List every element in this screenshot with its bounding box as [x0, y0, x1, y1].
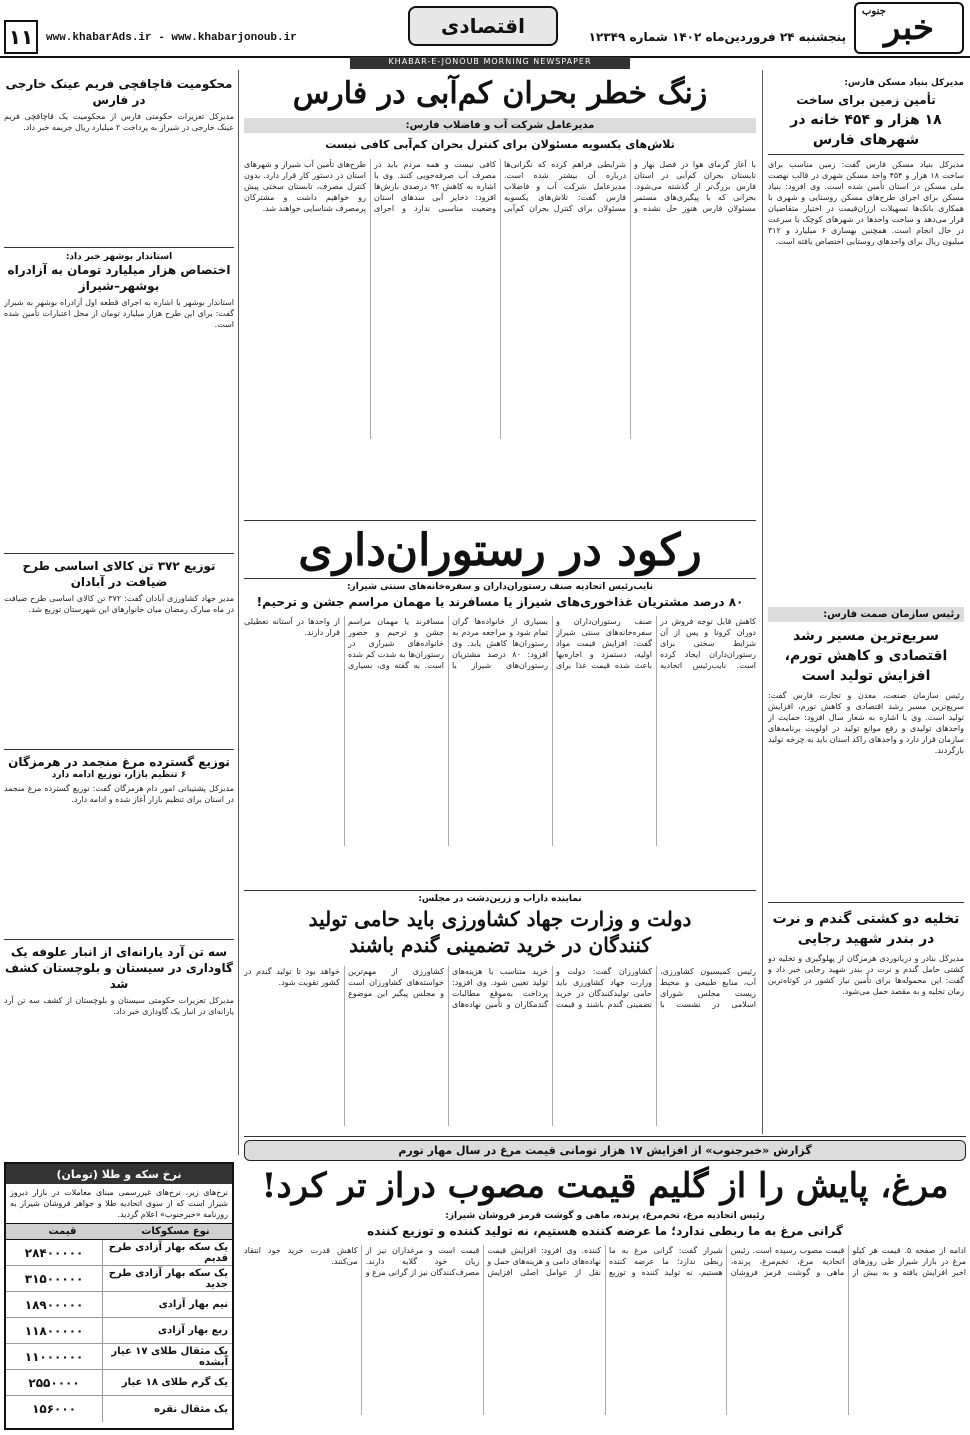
coin-name: یک سکه بهار آزادی طرح قدیم [108, 1241, 228, 1264]
column-header-type: نوع مسکوکات [141, 1226, 210, 1237]
masthead [0, 0, 970, 58]
coin-price: ۱۸۹۰۰۰۰۰ [6, 1292, 103, 1317]
kicker: مدیرکل بنیاد مسکن فارس: [844, 78, 964, 88]
coin-price: ۱۵۶۰۰۰ [6, 1396, 103, 1422]
article-body: مدیرکل تعزیرات حکومتی سیستان و بلوچستان از کشف سه تن آرد یارانه‌ای در انبار یک گاوداری خبر داد. [4, 996, 234, 1016]
website-urls[interactable]: www.khabarAds.ir - www.khabarjonoub.ir [46, 32, 297, 44]
headline[interactable]: محکومیت قاچاقچی فریم عینک خارجی در فارس [5, 77, 233, 107]
kicker: رئیس اتحادیه مرغ، تخم‌مرغ، پرنده، ماهی و گوشت قرمز فروشان شیراز: [445, 1211, 765, 1221]
price-table-header [6, 1223, 232, 1240]
headline[interactable]: رکود در رستوران‌داری [298, 525, 702, 576]
table-row [6, 1396, 232, 1422]
restaurant-story [244, 524, 756, 874]
headline[interactable]: سه تن آرد یارانه‌ای از انبار علوفه یک گاوداری در سیستان و بلوچستان کشف شد [4, 939, 234, 992]
article-body: مدیرکل تعزیرات حکومتی فارس از محکومیت یک قاچاقچی فریم عینک خارجی در شیراز به پرداخت ۲ میلیارد ریال جریمه خبر داد. [4, 112, 234, 132]
subhead: تلاش‌های یکسویه مسئولان برای کنترل بحران کم‌آبی کافی نیست [325, 138, 675, 151]
table-row [6, 1370, 232, 1396]
coin-price: ۱۱۸۰۰۰۰۰ [6, 1318, 103, 1343]
subhead: تأمین زمین برای ساخت [796, 93, 936, 107]
chicken-story [244, 1140, 966, 1432]
kicker: رئیس سازمان صمت فارس: [768, 607, 964, 622]
price-table-title: نرخ سکه و طلا (تومان) [6, 1164, 232, 1184]
article-body: کاهش قابل توجه فروش در دوران کرونا و پس از آن شرایط سختی برای رستوران‌داران ایجاد کرده است. نایب‌رئیس اتحادیه صنف رستوران‌داران و سفره‌خانه‌های سنتی شیراز گفت: افزایش قیمت مواد اولیه، دستمزد و اجاره‌بها باعث شده قیمت غذا برای بسیاری از خانواده‌ها گران تمام شود و مراجعه مردم به رستوران‌ها کاهش یابد. وی افزود: ۸۰ درصد مشتریان رستوران‌های شیراز یا مسافرند یا مهمان مراسم جشن و ترحیم و حضور خانواده‌های شیرازی در رستوران‌ها به شدت کم شده است. به گفته وی، بسیاری از واحدها در آستانه تعطیلی قرار دارند. [244, 617, 756, 670]
coin-name: نیم بهار آزادی [158, 1299, 228, 1310]
headline[interactable]: ۱۸ هزار و ۴۵۴ خانه در شهرهای فارس [768, 110, 964, 155]
article-body: ادامه از صفحه ۵. قیمت هر کیلو مرغ در بازار شیراز طی روزهای اخیر افزایش یافته و به بیش از قیمت مصوب رسیده است. رئیس اتحادیه مرغ، تخم‌مرغ، پرنده، ماهی و گوشت قرمز فروشان شیراز گفت: گرانی مرغ به ما ربطی ندارد؛ ما عرضه کننده هستیم، نه تولید کننده و توزیع کننده. وی افزود: افزایش قیمت نهاده‌های دامی و هزینه‌های حمل و نقل از عوامل اصلی افزایش قیمت است و مرغداران نیز از زیان خود گلایه دارند. مصرف‌کنندگان نیز از گرانی مرغ و کاهش قدرت خرید خود انتقاد می‌کنند. [244, 1246, 966, 1277]
article-body: مدیرکل بنیاد مسکن فارس گفت: زمین مناسب برای ساخت ۱۸ هزار و ۴۵۴ واحد مسکن شهری در قالب نهضت ملی مسکن در استان تأمین شده است. وی افزود: بنیاد مسکن برای اجرای طرح‌های مسکن روستایی و شهری با همکاری بانک‌ها تسهیلات ارزان‌قیمت در اختیار متقاضیان قرار می‌دهد و ساخت واحدها در شهرهای کوچک با سرعت در حال انجام است. همچنین بهسازی ۶ میلیارد و ۳۱۲ میلیون ریال برای واحدهای روستایی اختصاص یافته است. [768, 160, 964, 246]
table-row [6, 1240, 232, 1266]
column-rule [238, 70, 239, 1155]
article-body: مدیر جهاد کشاورزی آبادان گفت: ۳۷۲ تن کالای اساسی طرح ضیافت در ماه مبارک رمضان میان خانوارهای این شهرستان توزیع شد. [4, 594, 234, 614]
article-body: رئیس کمیسیون کشاورزی، آب، منابع طبیعی و محیط زیست مجلس شورای اسلامی در نشست با کشاورزان گفت: دولت و وزارت جهاد کشاورزی باید حامی تولیدکنندگان در خرید تضمینی گندم باشند و قیمت خرید متناسب با هزینه‌های تولید تعیین شود. وی افزود: پرداخت به‌موقع مطالبات گندمکاران و تأمین نهاده‌های کشاورزی از مهم‌ترین خواسته‌های کشاورزان است و مجلس پیگیر این موضوع خواهد بود تا تولید گندم در کشور تقویت شود. [244, 967, 756, 1009]
wheat-story [244, 894, 756, 1134]
coin-price: ۲۸۴۰۰۰۰۰ [6, 1240, 103, 1265]
subhead: گرانی مرغ به ما ربطی ندارد؛ ما عرضه کننده هستیم، نه تولید کننده و توزیع کننده [367, 1224, 843, 1238]
article-body: مدیرکل بنادر و دریانوردی هرمزگان از پهلوگیری و تخلیه دو کشتی حامل گندم و نرت در بندر شهید رجایی خبر داد و گفت: این محموله‌ها برای تأمین نیاز کشور در کوتاه‌ترین زمان تخلیه و به مقصد حمل می‌شود. [768, 954, 964, 996]
logo-text: خبر [883, 8, 935, 48]
headline[interactable]: توزیع ۳۷۲ تن کالای اساسی طرح ضیافت در آبادان [4, 553, 234, 590]
kicker: نماینده داراب و زرین‌دشت در مجلس: [418, 894, 582, 904]
kicker: مدیرعامل شرکت آب و فاضلاب فارس: [244, 118, 756, 133]
column-rule [762, 70, 763, 1134]
subhead: ۶ تنظیم بازار، توزیع ادامه دارد [51, 770, 187, 780]
table-row [6, 1266, 232, 1292]
article-body: رئیس سازمان صنعت، معدن و تجارت فارس گفت: سریع‌ترین مسیر رشد اقتصادی و کاهش تورم، افزایش تولید است. وی با اشاره به شعار سال افزود: حمایت از واحدهای تولیدی و رفع موانع تولید در اولویت برنامه‌های سازمان قرار دارد و واحدهای راکد استان باید به چرخه تولید بازگردند. [768, 691, 964, 755]
price-note: نرخ‌های زیر، نرخ‌های غیررسمی مبنای معاملات در بازار دیروز شیراز است که از سوی اتحادیه طلا و جواهر فروشان شیراز به روزنامه «خبرجنوب» اعلام گردید. [10, 1188, 228, 1219]
article-body: با آغاز گرمای هوا در فصل بهار و تابستان بحران کم‌آبی در استان فارس بزرگ‌تر از گذشته می‌شود. بحرانی که با پیگیری‌های مستمر مسئولان فارس هنوز حل نشده و شرایطی فراهم کرده که نگرانی‌ها درباره آن بیشتر شده است. مدیرعامل شرکت آب و فاضلاب فارس گفت: تلاش‌های یکسویه مسئولان برای کنترل بحران کم‌آبی کافی نیست و همه مردم باید در مصرف آب صرفه‌جویی کنند. وی با اشاره به کاهش ۹۲ درصدی بارش‌ها افزود: ذخایر آبی سدهای استان وضعیت مناسبی ندارد و اجرای طرح‌های تأمین آب شیراز و شهرهای استان در دستور کار قرار دارد. بدون کنترل مصرف، تابستان سختی پیش رو خواهیم داشت و مشترکان پرمصرف شناسایی خواهند شد. [244, 160, 756, 213]
english-name-bar: KHABAR-E-JONOUB MORNING NEWSPAPER [350, 57, 630, 69]
coin-name: ربع بهار آزادی [157, 1325, 228, 1336]
headline[interactable]: مرغ، پایش را از گلیم قیمت مصوب دراز تر کرد! [261, 1166, 949, 1206]
headline[interactable]: توزیع گسترده مرغ منجمد در هرمزگان [4, 749, 234, 770]
right-column [768, 72, 964, 1134]
coin-name: یک سکه بهار آزادی طرح جدید [108, 1267, 228, 1290]
headline[interactable]: زنگ خطر بحران کم‌آبی در فارس [292, 76, 708, 111]
coin-name: یک مثقال طلای ۱۷ عیار آبشده [111, 1345, 228, 1368]
coin-name: یک گرم طلای ۱۸ عیار [121, 1377, 228, 1388]
section-title: اقتصادی [408, 6, 558, 46]
dateline: پنجشنبه ۲۴ فروردین‌ماه ۱۴۰۲ شماره ۱۲۳۴۹ [588, 30, 846, 44]
headline[interactable]: تخلیه دو کشتی گندم و نرت در بندر شهید رجایی [768, 902, 964, 949]
headline[interactable]: سریع‌ترین مسیر رشد اقتصادی و کاهش تورم، افزایش تولید است [784, 628, 948, 684]
coin-price: ۳۱۵۰۰۰۰۰ [6, 1266, 103, 1291]
coin-price: ۲۵۵۰۰۰۰ [6, 1370, 103, 1395]
report-banner: گزارش «خبرجنوب» از افزایش ۱۷ هزار تومانی قیمت مرغ در سال مهار تورم [244, 1140, 966, 1161]
gold-coin-price-table [4, 1162, 234, 1430]
table-row [6, 1318, 232, 1344]
kicker: نایب‌رئیس اتحادیه صنف رستوران‌داران و سفره‌خانه‌های سنتی شیراز: [244, 578, 756, 592]
table-row [6, 1344, 232, 1370]
article-body: استاندار بوشهر با اشاره به اجرای قطعه اول آزادراه بوشهر به شیراز گفت: برای این طرح هزار میلیارد تومان از محل اعتبارات تأمین شده است. [4, 298, 234, 329]
column-header-price: قیمت [48, 1226, 77, 1237]
kicker: استاندار بوشهر خبر داد: [4, 247, 234, 262]
divider [244, 1136, 966, 1137]
headline[interactable]: اختصاص هزار میلیارد تومان به آزادراه بوشهر–شیراز [7, 263, 231, 293]
left-column [4, 72, 234, 1156]
article-body: مدیرکل پشتیبانی امور دام هرمزگان گفت: توزیع گسترده مرغ منجمد در استان برای تنظیم بازار آغاز شده و ادامه دارد. [4, 784, 234, 804]
divider [244, 520, 756, 521]
coin-name: یک مثقال نقره [154, 1403, 228, 1415]
coin-price: ۱۱۰۰۰۰۰۰ [6, 1344, 103, 1369]
newspaper-logo[interactable] [854, 2, 964, 54]
divider [244, 890, 756, 891]
top-story [244, 72, 756, 452]
headline[interactable]: دولت و وزارت جهاد کشاورزی باید حامی تولید کنندگان در خرید تضمینی گندم باشند [308, 907, 692, 957]
page-number: ۱۱ [4, 20, 38, 54]
logo-subtext: جنوب [862, 6, 886, 17]
table-row [6, 1292, 232, 1318]
subhead: ۸۰ درصد مشتریان غذاخوری‌های شیراز یا مسافرند یا مهمان مراسم جشن و ترحیم! [256, 595, 744, 609]
